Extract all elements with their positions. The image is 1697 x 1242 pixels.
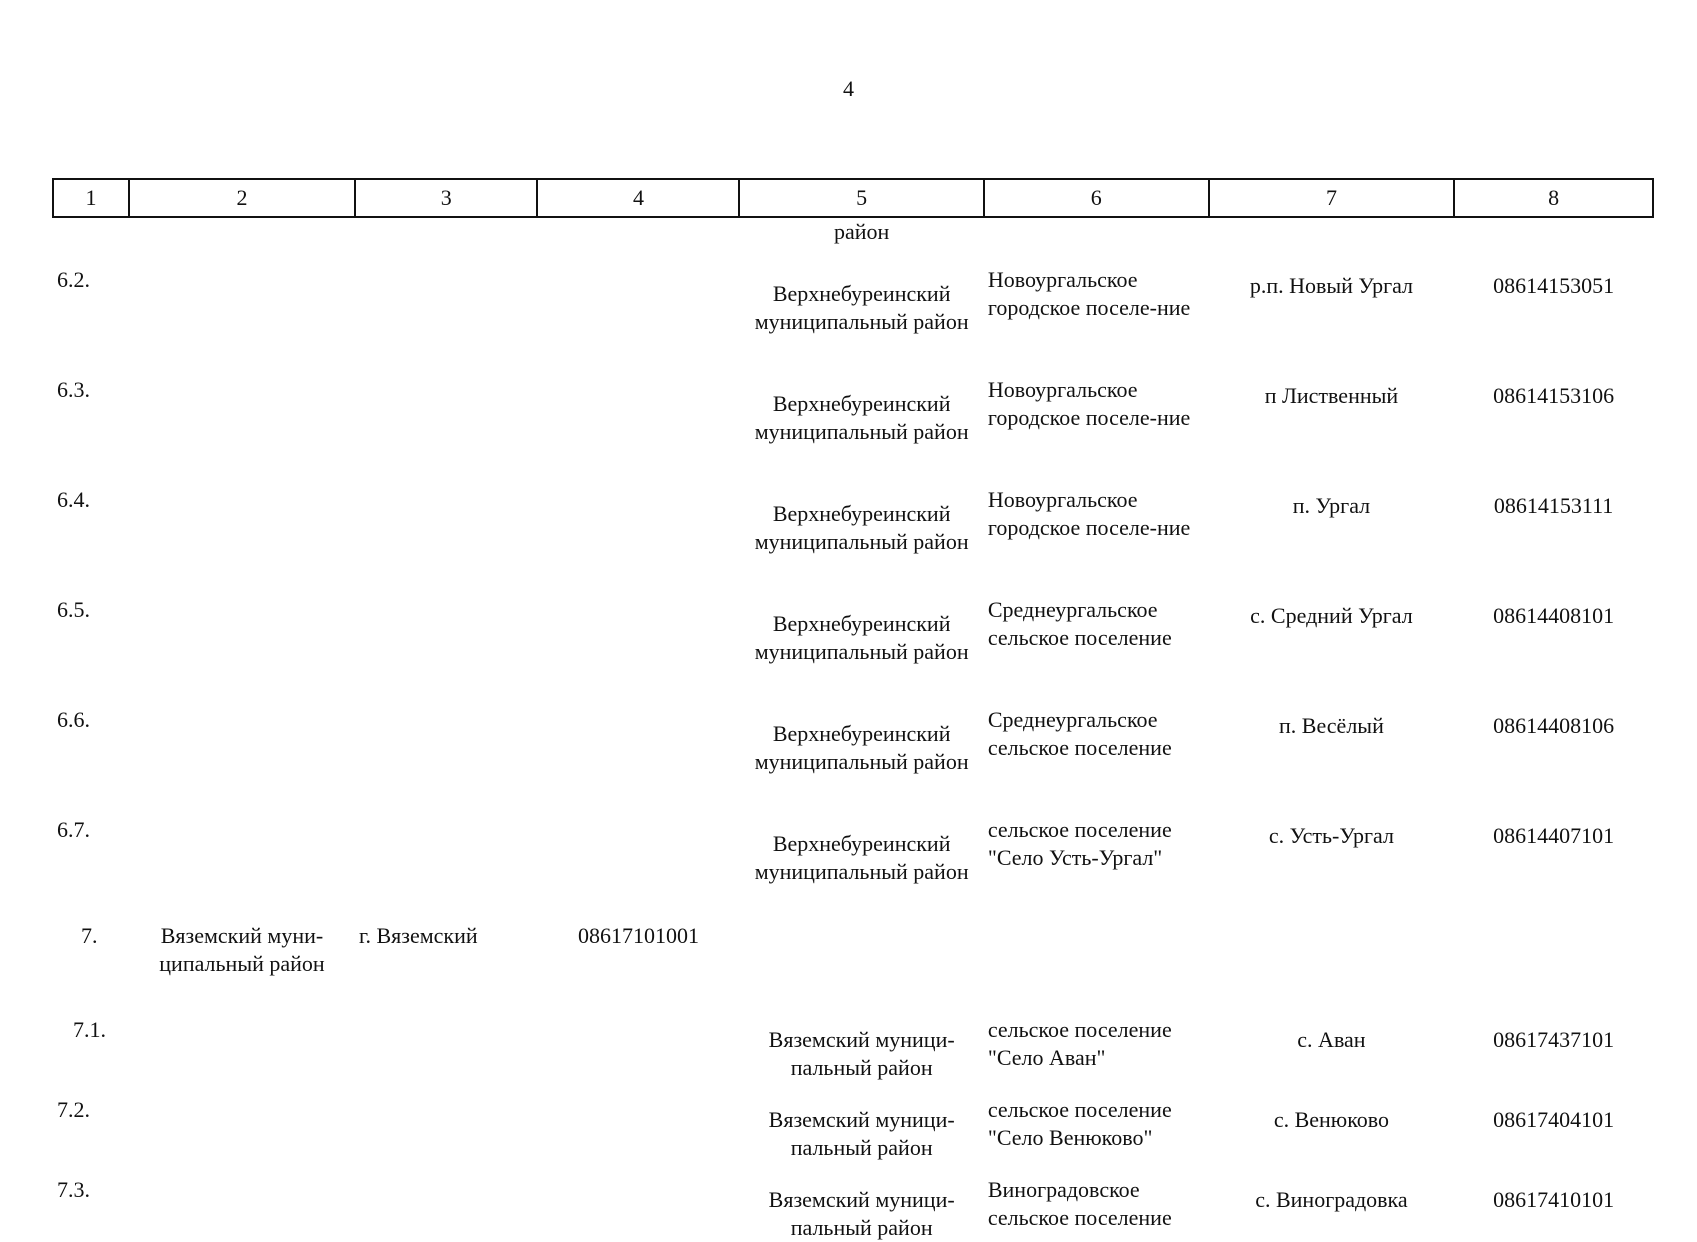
col-header-1: 1 (53, 179, 129, 217)
settlement-cell: сельское поселение "Село Аван" (987, 1017, 1172, 1070)
locality-cell: п Лиственный (1264, 383, 1399, 408)
carryover-text: район (834, 219, 890, 244)
table-row (53, 1082, 1653, 1162)
code-cell: 08614407101 (1493, 823, 1615, 848)
row-number: 6.4. (57, 487, 90, 512)
header-row (53, 179, 1653, 217)
row-number: 6.6. (57, 707, 90, 732)
district-cell: Вяземский муни-ципальный район (159, 923, 325, 976)
locality-cell: с. Средний Ургал (1250, 603, 1413, 628)
row-number: 6.7. (57, 817, 90, 842)
locality-cell: п. Ургал (1292, 493, 1371, 518)
settlement-cell: Новоургальское городское поселе-ние (987, 267, 1191, 320)
table-row (53, 576, 1653, 686)
code-cell: 08617437101 (1493, 1027, 1615, 1052)
code-cell: 08614408106 (1493, 713, 1615, 738)
row-number: 6.5. (57, 597, 90, 622)
code-cell: 08617101001 (577, 923, 699, 948)
col-header-5: 5 (739, 179, 983, 217)
table-row (53, 356, 1653, 466)
table-row (53, 686, 1653, 796)
district-cell: Вяземский муници-пальный район (768, 1187, 955, 1240)
municipal-table (52, 178, 1654, 1242)
district-cell: Вяземский муници-пальный район (768, 1027, 955, 1080)
locality-cell: с. Усть-Ургал (1268, 823, 1394, 848)
table-row-district (53, 906, 1653, 1002)
carryover-row (53, 217, 1653, 246)
col-header-2: 2 (129, 179, 355, 217)
code-cell: 08614408101 (1493, 603, 1615, 628)
district-cell: Верхнебуреинский муниципальный район (754, 281, 969, 334)
district-cell: Верхнебуреинский муниципальный район (754, 831, 969, 884)
row-number: 7.2. (57, 1097, 90, 1122)
col-header-3: 3 (355, 179, 537, 217)
table-row (53, 246, 1653, 356)
col-header-8: 8 (1454, 179, 1653, 217)
code-cell: 08614153111 (1493, 493, 1614, 518)
code-cell: 08614153106 (1493, 383, 1615, 408)
settlement-cell: Виноградовское сельское поселение (987, 1177, 1172, 1230)
code-cell: 08617404101 (1493, 1107, 1615, 1132)
settlement-cell: Среднеургальское сельское поселение (987, 707, 1172, 760)
col-header-7: 7 (1209, 179, 1454, 217)
settlement-cell: Новоургальское городское поселе-ние (987, 487, 1191, 540)
district-cell: Верхнебуреинский муниципальный район (754, 721, 969, 774)
row-number: 7.3. (57, 1177, 90, 1202)
settlement-cell: сельское поселение "Село Венюково" (987, 1097, 1172, 1150)
table-row (53, 466, 1653, 576)
district-cell: Верхнебуреинский муниципальный район (754, 391, 969, 444)
locality-cell: с. Венюково (1273, 1107, 1390, 1132)
row-number: 7.1. (73, 1017, 106, 1042)
locality-cell: р.п. Новый Ургал (1249, 273, 1414, 298)
table-row (53, 796, 1653, 906)
row-number: 6.3. (57, 377, 90, 402)
table-row (53, 1002, 1653, 1082)
district-cell: Верхнебуреинский муниципальный район (754, 501, 969, 554)
admin-center-cell: г. Вяземский (358, 923, 478, 948)
code-cell: 08617410101 (1493, 1187, 1615, 1212)
row-number: 7. (81, 923, 98, 948)
locality-cell: с. Виноградовка (1255, 1187, 1408, 1212)
settlement-cell: Новоургальское городское поселе-ние (987, 377, 1191, 430)
settlement-cell: сельское поселение "Село Усть-Ургал" (987, 817, 1172, 870)
locality-cell: п. Весёлый (1279, 713, 1384, 738)
district-cell: Верхнебуреинский муниципальный район (754, 611, 969, 664)
row-number: 6.2. (57, 267, 90, 292)
code-cell: 08614153051 (1493, 273, 1615, 298)
locality-cell: с. Аван (1297, 1027, 1366, 1052)
table-row (53, 1162, 1653, 1242)
page-number: 4 (843, 76, 854, 101)
col-header-4: 4 (537, 179, 739, 217)
col-header-6: 6 (984, 179, 1209, 217)
district-cell: Вяземский муници-пальный район (768, 1107, 955, 1160)
settlement-cell: Среднеургальское сельское поселение (987, 597, 1172, 650)
